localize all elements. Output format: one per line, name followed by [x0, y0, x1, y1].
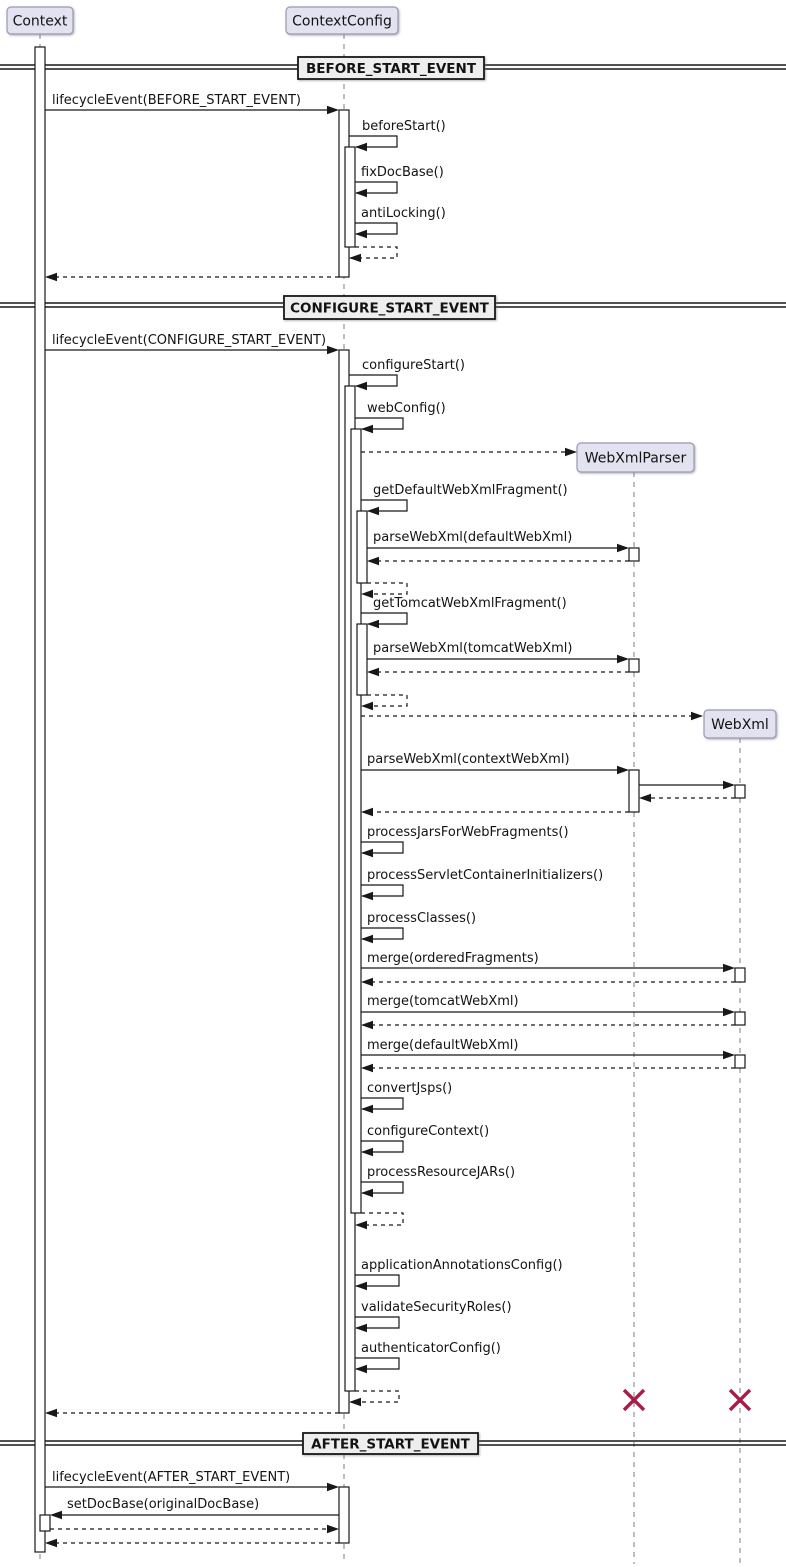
message-label: configureContext(): [367, 1124, 490, 1139]
message-label: getTomcatWebXmlFragment(): [373, 596, 567, 611]
activation-bar-webxml: [735, 1055, 745, 1068]
activation-bar-contextconfig: [357, 511, 367, 583]
activation-bar-context: [40, 1515, 50, 1531]
message-label: lifecycleEvent(AFTER_START_EVENT): [52, 1470, 291, 1485]
participant-webxml: [704, 710, 776, 738]
divider-label: BEFORE_START_EVENT: [305, 61, 477, 77]
participant-webxmlparser: [577, 443, 694, 472]
activation-bar-webxml: [735, 968, 745, 982]
message-label: parseWebXml(tomcatWebXml): [373, 641, 573, 656]
message-label: processResourceJARs(): [367, 1165, 516, 1180]
message-label: parseWebXml(defaultWebXml): [373, 530, 573, 545]
message-label: processClasses(): [367, 911, 477, 926]
divider-after_start_event: [303, 1433, 478, 1454]
divider-before_start_event: [298, 57, 484, 79]
message-label: applicationAnnotationsConfig(): [361, 1258, 563, 1273]
activation-bar-contextconfig: [345, 147, 355, 247]
message-label: webConfig(): [367, 401, 446, 416]
message-label: getDefaultWebXmlFragment(): [373, 483, 568, 498]
activation-bar-webxml: [735, 1012, 745, 1025]
participant-label: ContextConfig: [292, 13, 392, 30]
message-label: parseWebXml(contextWebXml): [367, 752, 570, 767]
message-label: authenticatorConfig(): [361, 1341, 501, 1356]
participant-label: Context: [12, 13, 68, 30]
activation-bar-webxmlparser: [629, 770, 639, 812]
message-label: fixDocBase(): [361, 165, 444, 180]
message-label: configureStart(): [362, 358, 465, 373]
message-label: lifecycleEvent(BEFORE_START_EVENT): [52, 93, 301, 108]
message-label: beforeStart(): [362, 119, 446, 134]
divider-configure_start_event: [284, 296, 495, 319]
message-label: lifecycleEvent(CONFIGURE_START_EVENT): [52, 333, 327, 348]
activation-bar-contextconfig: [357, 624, 367, 695]
message-label: processServletContainerInitializers(): [367, 868, 604, 883]
message-label: validateSecurityRoles(): [361, 1300, 512, 1315]
divider-label: CONFIGURE_START_EVENT: [290, 300, 489, 317]
activation-bar-context: [35, 47, 45, 1552]
activation-bar-webxmlparser: [629, 659, 639, 672]
participant-label: WebXml: [711, 717, 769, 733]
message-label: merge(defaultWebXml): [367, 1038, 519, 1053]
participant-context: [7, 7, 73, 34]
message-label: setDocBase(originalDocBase): [67, 1497, 260, 1512]
participant-label: WebXmlParser: [584, 450, 687, 467]
message-label: merge(tomcatWebXml): [367, 994, 519, 1009]
activation-bar-webxml: [735, 785, 745, 798]
activation-bar-contextconfig: [339, 1487, 349, 1543]
message-label: merge(orderedFragments): [367, 951, 539, 966]
message-label: antiLocking(): [361, 206, 446, 221]
participant-contextconfig: [286, 7, 398, 34]
message-label: processJarsForWebFragments(): [367, 825, 569, 840]
activation-bar-webxmlparser: [629, 548, 639, 561]
message-label: convertJsps(): [367, 1081, 453, 1096]
divider-label: AFTER_START_EVENT: [311, 1436, 470, 1453]
